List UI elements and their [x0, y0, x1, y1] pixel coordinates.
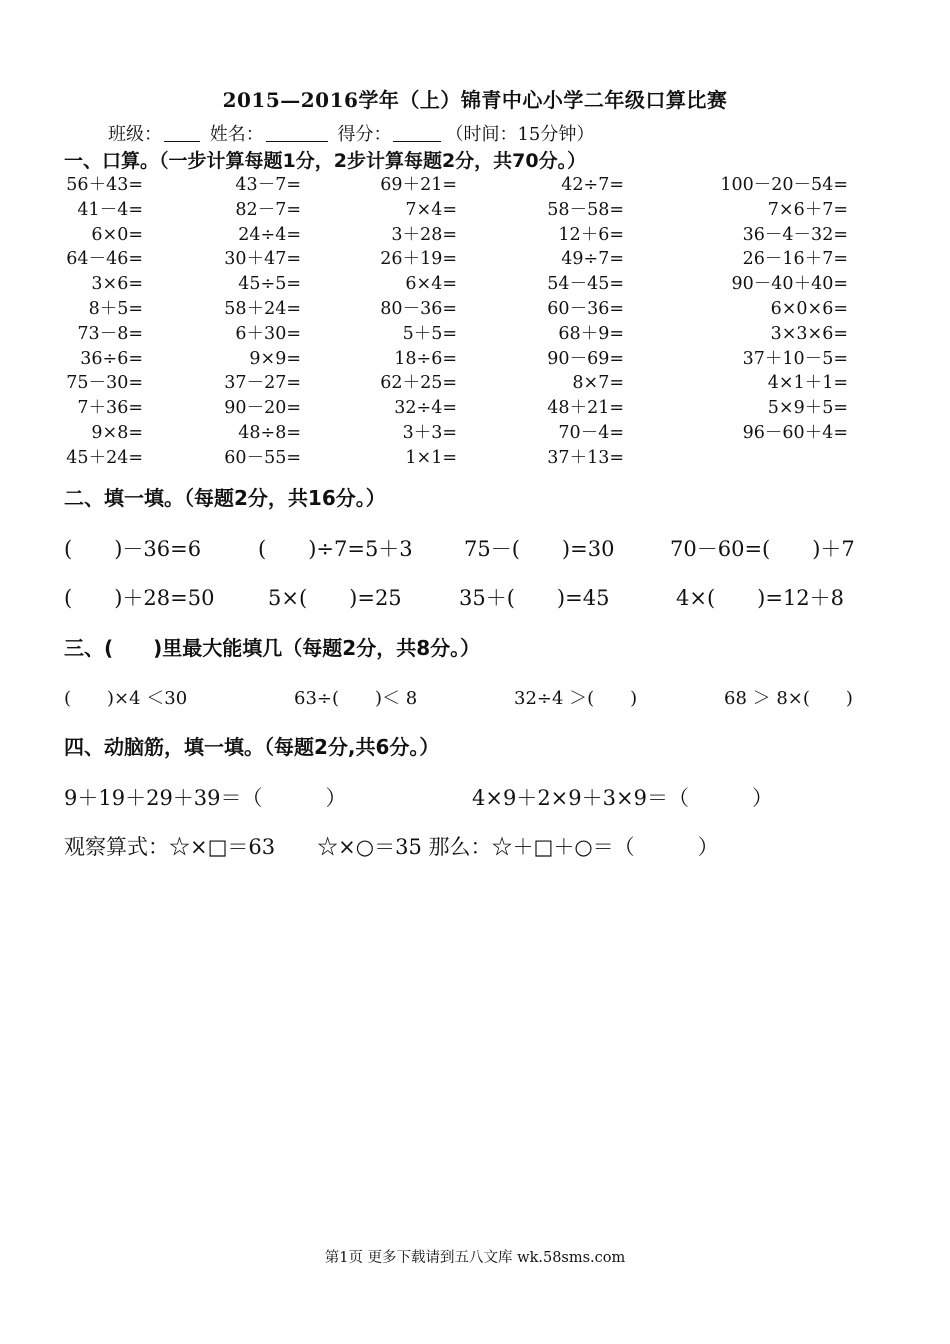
- calc-problem: 48÷8=: [238, 422, 301, 443]
- oral-calc-grid: [40, 173, 920, 471]
- calc-problem: 3＋28=: [391, 224, 457, 245]
- calc-row: [40, 396, 920, 421]
- fill-item: 5×( )=25: [268, 586, 402, 610]
- calc-problem: 6×0×6=: [770, 298, 848, 319]
- calc-problem: 7×4=: [405, 199, 457, 220]
- calc-problem: 56＋43=: [66, 175, 143, 195]
- calc-problem: 26－16＋7=: [742, 249, 848, 270]
- calc-problem: 48＋21=: [547, 398, 624, 419]
- calc-problem: 4×1＋1=: [767, 373, 848, 394]
- calc-problem: 9×8=: [91, 422, 143, 443]
- calc-problem: 82－7=: [235, 199, 301, 220]
- brain-observe-item: 观察算式：☆×□＝63 ☆×○＝35 那么：☆＋□＋○＝（ ）: [64, 835, 719, 859]
- max-fill-item: 63÷( )＜ 8: [294, 688, 418, 709]
- fill-item: 35＋( )=45: [459, 586, 610, 610]
- calc-row: [40, 223, 920, 248]
- page-footer: 第1页 更多下载请到五八文库 wk.58sms.com: [324, 1250, 626, 1266]
- calc-problem: 32÷4=: [394, 398, 457, 419]
- max-fill-item: 32÷4 ＞( ): [514, 688, 638, 709]
- calc-row: [40, 371, 920, 396]
- calc-row: [40, 446, 920, 471]
- calc-problem: 3×3×6=: [770, 323, 848, 344]
- calc-problem: 80－36=: [380, 298, 457, 319]
- calc-problem: 36÷6=: [80, 348, 143, 369]
- calc-problem: 37－27=: [224, 373, 301, 394]
- calc-problem: 6×0=: [91, 224, 143, 245]
- name-label: 姓名：: [209, 124, 264, 145]
- brain-item: 9＋19＋29＋39＝（ ）: [64, 786, 347, 810]
- class-label: 班级：: [108, 124, 162, 145]
- calc-row: [40, 272, 920, 297]
- fill-item: 4×( )=12＋8: [676, 586, 845, 610]
- calc-problem: 1×1=: [405, 447, 457, 468]
- calc-problem: 96－60＋4=: [742, 422, 848, 443]
- score-label: 得分：: [337, 124, 392, 145]
- calc-problem: 36－4－32=: [742, 224, 848, 245]
- calc-row: [40, 198, 920, 223]
- calc-problem: 75－30=: [66, 373, 143, 394]
- calc-problem: 5×9＋5=: [767, 398, 848, 419]
- calc-problem: 90－69=: [547, 348, 624, 369]
- calc-problem: 42÷7=: [561, 175, 624, 195]
- calc-row: [40, 247, 920, 272]
- section-2-heading: 二、填一填。（每题2分，共16分。）: [64, 486, 386, 510]
- calc-problem: 26＋19=: [380, 249, 457, 270]
- calc-problem: 68＋9=: [558, 323, 624, 344]
- calc-problem: 54－45=: [547, 274, 624, 295]
- calc-row: [40, 421, 920, 446]
- fill-item: ( )－36=6: [64, 537, 202, 561]
- fill-item: ( )＋28=50: [64, 586, 215, 610]
- calc-problem: 58＋24=: [224, 298, 301, 319]
- name-blank[interactable]: [266, 123, 328, 142]
- calc-problem: 45＋24=: [66, 447, 143, 468]
- calc-problem: 7×6＋7=: [767, 199, 848, 220]
- calc-problem: 8×7=: [572, 373, 624, 394]
- calc-problem: 41－4=: [77, 199, 143, 220]
- calc-problem: 90－40＋40=: [731, 274, 848, 295]
- calc-row: [40, 322, 920, 347]
- calc-problem: 9×9=: [249, 348, 301, 369]
- section-1-heading: 一、口算。（一步计算每题1分，2步计算每题2分，共70分。）: [64, 150, 587, 172]
- calc-problem: 6＋30=: [235, 323, 301, 344]
- calc-problem: 43－7=: [235, 175, 301, 195]
- page-title: 2015—2016学年（上）锦青中心小学二年级口算比赛: [222, 88, 728, 112]
- time-note: （时间：15分钟）: [445, 124, 595, 145]
- calc-problem: 6×4=: [405, 274, 457, 295]
- calc-problem: 60－36=: [547, 298, 624, 319]
- fill-item: ( )÷7=5＋3: [258, 537, 413, 561]
- calc-problem: 60－55=: [224, 447, 301, 468]
- calc-problem: 58－58=: [547, 199, 624, 220]
- calc-problem: 45÷5=: [238, 274, 301, 295]
- calc-problem: [624, 446, 848, 471]
- calc-row: [40, 347, 920, 372]
- calc-problem: 37＋13=: [547, 447, 624, 468]
- calc-problem: 100－20－54=: [720, 175, 848, 195]
- brain-item: 4×9＋2×9＋3×9＝（ ）: [472, 786, 773, 810]
- fill-item: 75－( )=30: [464, 537, 615, 561]
- calc-problem: 64－46=: [66, 249, 143, 270]
- section-3-heading: 三、( )里最大能填几（每题2分，共8分。）: [64, 636, 481, 660]
- calc-problem: 90－20=: [224, 398, 301, 419]
- fill-item: 70－60=( )＋7: [670, 537, 855, 561]
- calc-problem: 7＋36=: [77, 398, 143, 419]
- calc-problem: 3×6=: [91, 274, 143, 295]
- calc-problem: 73－8=: [77, 323, 143, 344]
- calc-problem: 70－4=: [558, 422, 624, 443]
- section-4-heading: 四、动脑筋，填一填。（每题2分,共6分。）: [64, 735, 440, 759]
- calc-problem: 24÷4=: [238, 224, 301, 245]
- calc-problem: 8＋5=: [88, 298, 143, 319]
- calc-row: [40, 173, 920, 198]
- calc-problem: 5＋5=: [402, 323, 457, 344]
- max-fill-item: ( )×4 ＜30: [64, 688, 188, 709]
- calc-row: [40, 297, 920, 322]
- student-info-line: [108, 120, 594, 146]
- calc-problem: 18÷6=: [394, 348, 457, 369]
- calc-problem: 37＋10－5=: [742, 348, 848, 369]
- calc-problem: 12＋6=: [558, 224, 624, 245]
- class-blank[interactable]: [164, 123, 200, 142]
- calc-problem: 3＋3=: [402, 422, 457, 443]
- calc-problem: 62＋25=: [380, 373, 457, 394]
- calc-problem: 30＋47=: [224, 249, 301, 270]
- max-fill-item: 68 ＞ 8×( ): [724, 688, 853, 709]
- score-blank[interactable]: [393, 123, 441, 142]
- calc-problem: 49÷7=: [561, 249, 624, 270]
- calc-problem: 69＋21=: [380, 175, 457, 195]
